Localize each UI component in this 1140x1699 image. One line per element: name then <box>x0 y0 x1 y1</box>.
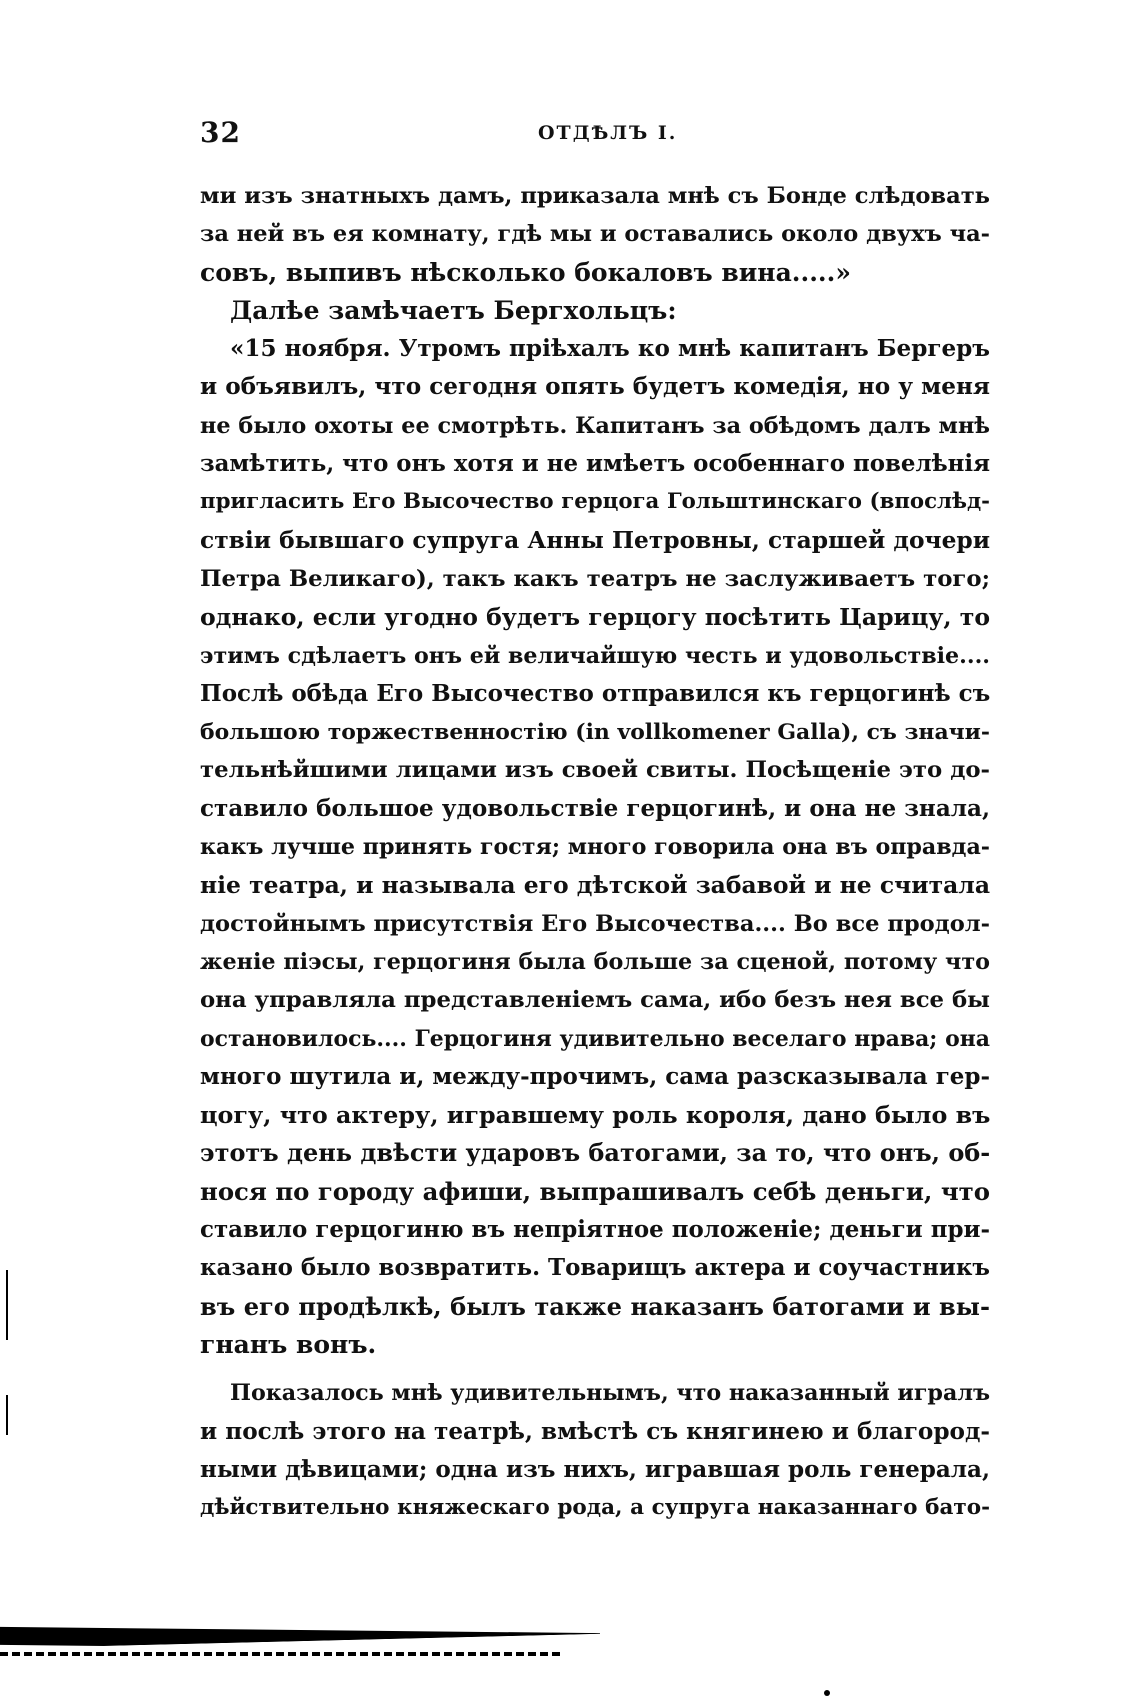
text-line: какъ лучше принять гостя; много говорила она въ оправда- <box>200 834 990 861</box>
text-line: достойнымъ присутствія Его Высочества.... Во все продол- <box>200 910 991 937</box>
text-line: въ его продѣлкѣ, былъ также наказанъ батогами и вы- <box>200 1291 990 1321</box>
body-text <box>200 177 990 1527</box>
page-number: 32 <box>200 116 241 149</box>
page-header <box>200 116 980 156</box>
paragraph-4 <box>200 1374 990 1527</box>
text-line: ными дѣвицами; одна изъ нихъ, игравшая роль генерала, <box>200 1455 990 1483</box>
text-line: и послѣ этого на театрѣ, вмѣстѣ съ княгинею и благород- <box>200 1417 990 1445</box>
text-line: «15 ноября. Утромъ пріѣхалъ ко мнѣ капитанъ Бергеръ <box>230 335 990 363</box>
text-line: ніе театра, и называла его дѣтской забавой и не считала <box>200 871 990 900</box>
text-line: Петра Великаго), такъ какъ театръ не заслуживаетъ того; <box>200 565 990 592</box>
text-line: нося по городу афиши, выпрашивалъ себѣ деньги, что <box>200 1176 990 1206</box>
text-line: совъ, выпивъ нѣсколько бокаловъ вина.....» <box>200 257 851 287</box>
scan-bottom-dashes <box>0 1652 560 1664</box>
text-line: цогу, что актеру, игравшему роль короля, дано было въ <box>200 1101 991 1130</box>
text-line: ми изъ знатныхъ дамъ, приказала мнѣ съ Бонде слѣдовать <box>200 183 990 209</box>
text-line: и объявилъ, что сегодня опять будетъ комедія, но у меня <box>200 373 990 401</box>
text-line: за ней въ ея комнату, гдѣ мы и оставались около двухъ ча- <box>200 221 990 248</box>
text-line: ставило герцогиню въ непріятное положеніе; деньги при- <box>200 1216 990 1244</box>
text-line: не было охоты ее смотрѣть. Капитанъ за обѣдомъ далъ мнѣ <box>200 412 990 439</box>
text-line: Послѣ обѣда Его Высочество отправился къ герцогинѣ съ <box>200 679 991 707</box>
text-line: женіе піэсы, герцогиня была больше за сценой, потому что <box>200 948 990 975</box>
text-line: казано было возвратить. Товарищъ актера и соучастникъ <box>200 1254 990 1282</box>
text-line: Далѣе замѣчаетъ Бергхольцъ: <box>230 295 677 325</box>
paragraph-1 <box>200 177 990 292</box>
text-line: тельнѣйшими лицами изъ своей свиты. Посѣщеніе это до- <box>200 757 990 784</box>
scan-speck <box>824 1690 830 1696</box>
text-line: ставило большое удовольствіе герцогинѣ, и она не знала, <box>200 794 990 822</box>
text-line: пригласить Его Высочество герцога Гольштинскаго (впослѣд- <box>200 489 990 515</box>
text-line: она управляла представленіемъ сама, ибо безъ нея все бы <box>200 987 990 1014</box>
text-line: этотъ день двѣсти ударовъ батогами, за то, что онъ, об- <box>200 1138 991 1168</box>
text-line: много шутила и, между-прочимъ, сама разсказывала гер- <box>200 1062 990 1090</box>
text-line: однако, если угодно будетъ герцогу посѣтить Царицу, то <box>200 603 990 632</box>
running-head: ОТДѢЛЪ I. <box>538 122 678 144</box>
text-line: остановилось.... Герцогиня удивительно веселаго нрава; она <box>200 1025 990 1052</box>
text-line: Показалось мнѣ удивительнымъ, что наказанный игралъ <box>230 1380 990 1407</box>
text-line: дѣйствительно княжескаго рода, а супруга наказаннаго бато- <box>200 1495 990 1521</box>
text-line: этимъ сдѣлаетъ онъ ей величайшую честь и удовольствіе.... <box>200 642 990 669</box>
paragraph-2 <box>200 292 990 330</box>
scan-edge-mark <box>6 1270 8 1340</box>
text-line: замѣтить, что онъ хотя и не имѣетъ особеннаго повелѣнія <box>200 451 990 478</box>
text-line: гнанъ вонъ. <box>200 1329 377 1359</box>
text-line: ствіи бывшаго супруга Анны Петровны, старшей дочери <box>200 526 990 554</box>
paragraph-3 <box>200 330 990 1364</box>
scan-edge-mark <box>6 1395 8 1435</box>
text-line: большою торжественностію (in vollkomener Galla), съ значи- <box>200 719 990 746</box>
scan-bottom-shadow <box>0 1627 600 1651</box>
